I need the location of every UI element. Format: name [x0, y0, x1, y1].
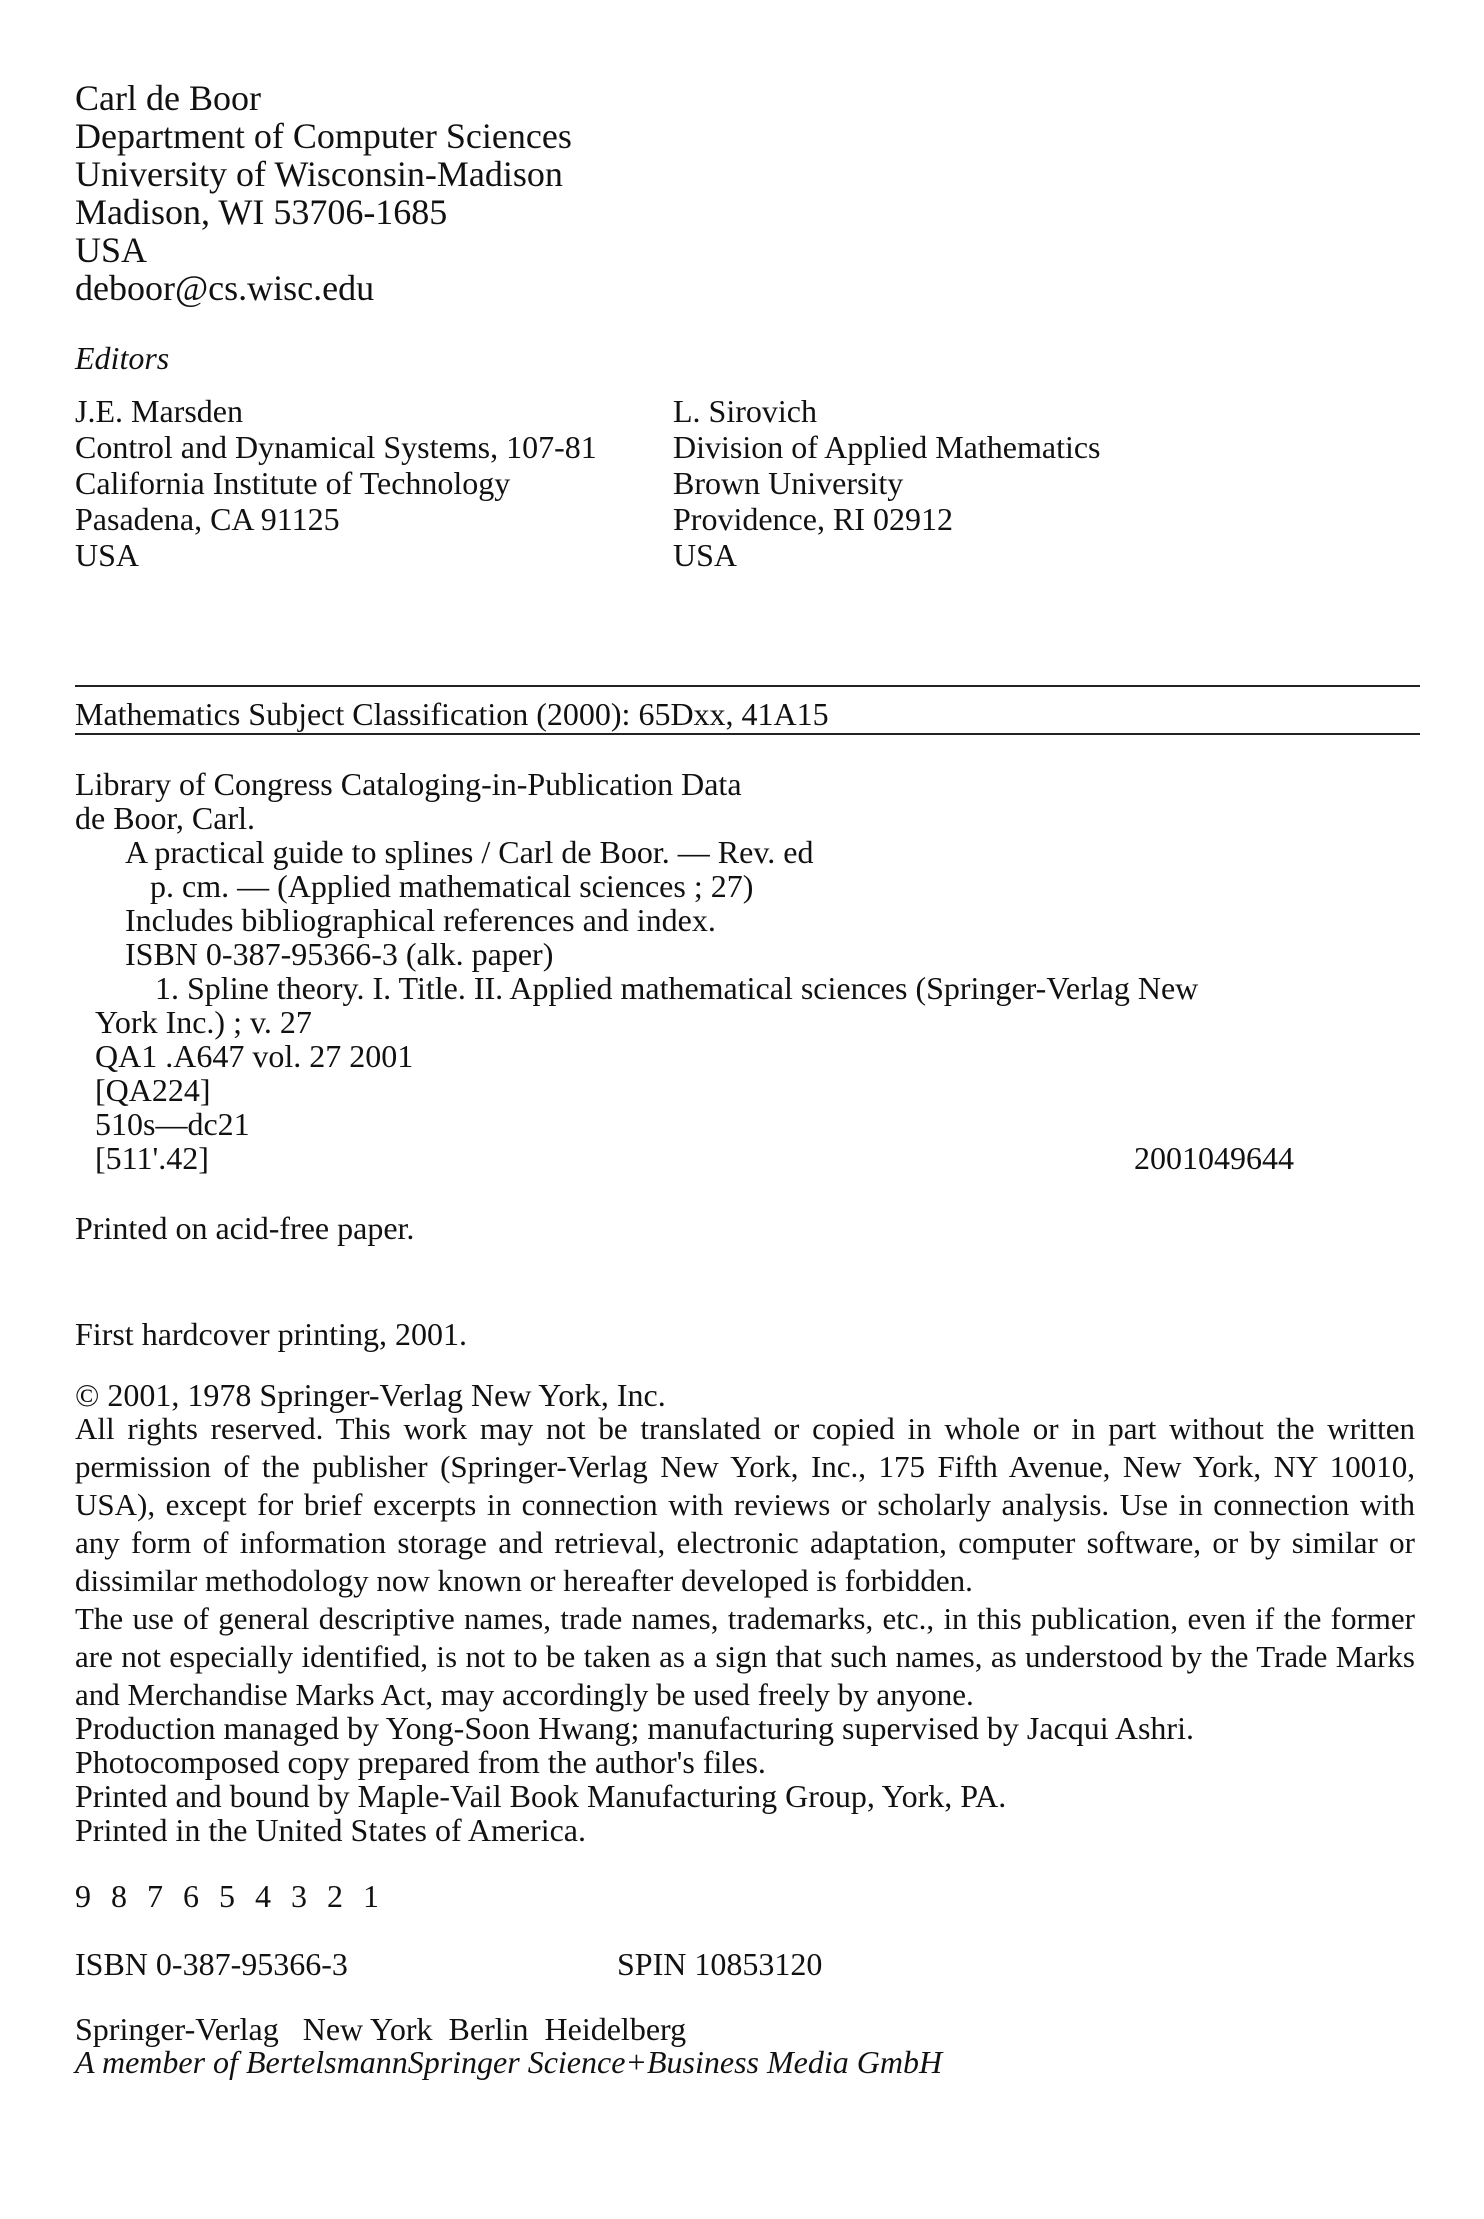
trademark-paragraph: The use of general descriptive names, trade names, trademarks, etc., in this publication, even if the former are not especially identified, is not to be taken as a sign that such names, as understood by the Trade Marks and Merchandise Marks Act, may accordingly be used freely by anyone.: [75, 1601, 1415, 1712]
production-line-3: Printed and bound by Maple-Vail Book Manufacturing Group, York, PA.: [75, 1778, 1007, 1814]
cip-subjects-cont: York Inc.) ; v. 27: [95, 1004, 312, 1040]
cip-callnumber: QA1 .A647 vol. 27 2001: [95, 1038, 414, 1074]
cip-heading: Library of Congress Cataloging-in-Publication Data: [75, 766, 742, 802]
printing-numbers: 9 8 7 6 5 4 3 2 1: [75, 1878, 385, 1914]
editor-right: [673, 393, 1101, 573]
msc-bottom-rule: [75, 733, 1420, 735]
cip-dewey-alt: [511'.42]: [95, 1140, 209, 1176]
copyright-line: © 2001, 1978 Springer-Verlag New York, Inc.: [75, 1377, 666, 1413]
editor-left-name: J.E. Marsden: [75, 393, 243, 429]
editor-left-country: USA: [75, 537, 140, 573]
editor-right-country: USA: [673, 537, 738, 573]
author-email: deboor@cs.wisc.edu: [75, 268, 375, 308]
editor-right-name: L. Sirovich: [673, 393, 817, 429]
cip-title: A practical guide to splines / Carl de Boor. — Rev. ed: [125, 834, 814, 870]
cip-author: de Boor, Carl.: [75, 800, 256, 836]
author-university: University of Wisconsin-Madison: [75, 154, 563, 194]
editor-left-inst: California Institute of Technology: [75, 465, 511, 501]
production-line-2: Photocomposed copy prepared from the author's files.: [75, 1744, 766, 1780]
first-printing: First hardcover printing, 2001.: [75, 1316, 467, 1352]
publisher-member: A member of BertelsmannSpringer Science+Business Media GmbH: [75, 2044, 943, 2080]
editor-left-city: Pasadena, CA 91125: [75, 501, 340, 537]
editor-left: [75, 393, 597, 573]
msc-classification: Mathematics Subject Classification (2000): 65Dxx, 41A15: [75, 696, 829, 732]
spin: SPIN 10853120: [617, 1946, 823, 1982]
cip-dewey: 510s—dc21: [95, 1106, 250, 1142]
editor-right-city: Providence, RI 02912: [673, 501, 953, 537]
editor-right-affil: Division of Applied Mathematics: [673, 429, 1101, 465]
author-city: Madison, WI 53706-1685: [75, 192, 448, 232]
author-country: USA: [75, 230, 148, 270]
copyright-notice: [75, 1410, 1415, 1714]
cip-isbn: ISBN 0-387-95366-3 (alk. paper): [125, 936, 554, 972]
author-department: Department of Computer Sciences: [75, 116, 572, 156]
isbn: ISBN 0-387-95366-3: [75, 1946, 348, 1982]
cip-qa: [QA224]: [95, 1072, 211, 1108]
publisher-cities: Springer-Verlag New York Berlin Heidelberg: [75, 2011, 687, 2047]
production-line-1: Production managed by Yong-Soon Hwang; manufacturing supervised by Jacqui Ashri.: [75, 1710, 1194, 1746]
acid-free-note: Printed on acid-free paper.: [75, 1210, 415, 1246]
cip-lccn: 2001049644: [1134, 1140, 1294, 1176]
author-name: Carl de Boor: [75, 78, 261, 118]
rights-paragraph: All rights reserved. This work may not be translated or copied in whole or in part without the written permission of the publisher (Springer-Verlag New York, Inc., 175 Fifth Avenue, New York, NY 10010, USA), except for brief excerpts in connection with reviews or scholarly analysis. Use in connection with any form of information storage and retrieval, electronic adaptation, computer software, or by similar or dissimilar methodology now known or hereafter developed is forbidden.: [75, 1411, 1415, 1598]
editor-right-inst: Brown University: [673, 465, 904, 501]
cip-series: p. cm. — (Applied mathematical sciences ; 27): [150, 868, 754, 904]
cip-subjects: 1. Spline theory. I. Title. II. Applied mathematical sciences (Springer-Verlag New: [155, 970, 1199, 1006]
production-line-4: Printed in the United States of America.: [75, 1812, 586, 1848]
editor-left-affil: Control and Dynamical Systems, 107-81: [75, 429, 597, 465]
msc-top-rule: [75, 685, 1420, 687]
editors-heading: Editors: [75, 340, 170, 376]
cip-includes: Includes bibliographical references and index.: [125, 902, 716, 938]
